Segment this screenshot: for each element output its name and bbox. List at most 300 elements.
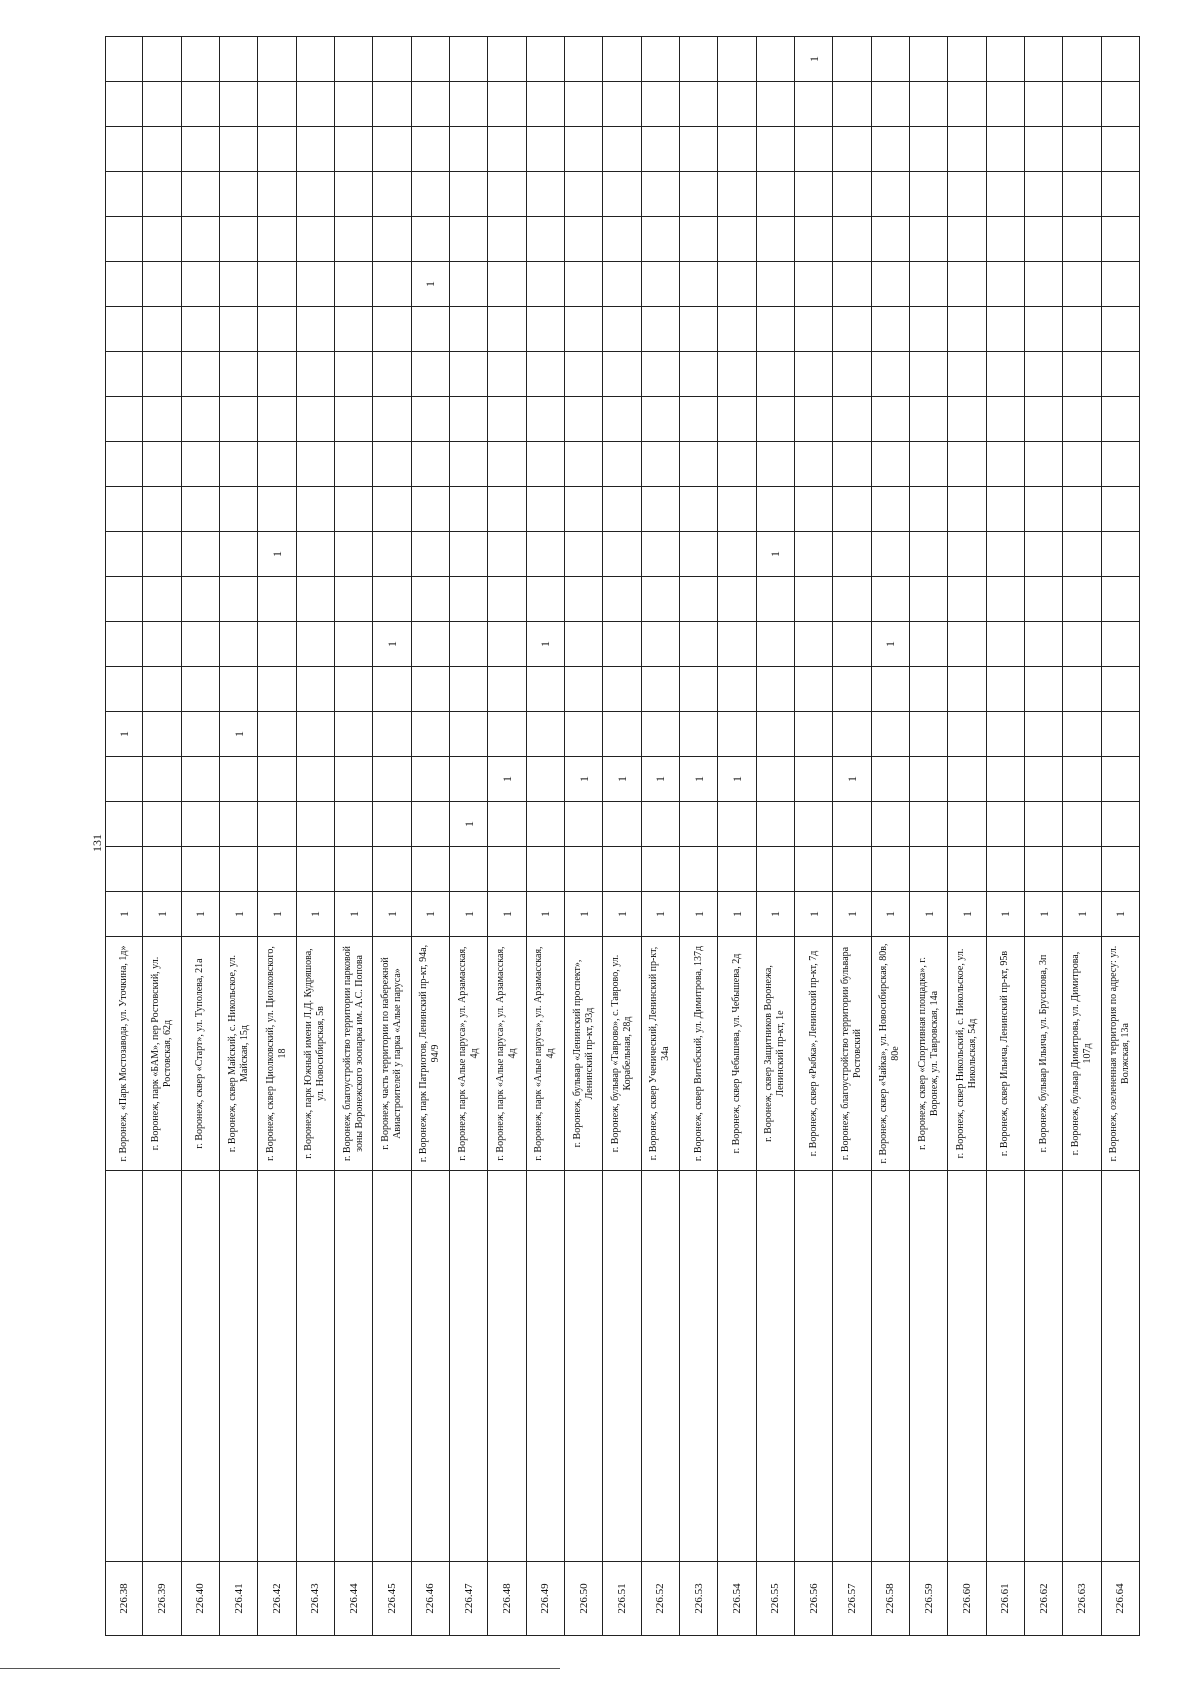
mark-cell	[603, 171, 640, 216]
mark-cell	[335, 81, 372, 126]
table-row	[258, 36, 296, 1636]
mark-cell	[488, 486, 525, 531]
mark-cell	[450, 846, 487, 891]
mark-cell	[143, 891, 180, 936]
mark-cell	[220, 126, 257, 171]
mark-cell	[680, 846, 717, 891]
mark-cell	[718, 306, 755, 351]
row-number: 226.60	[948, 1561, 985, 1636]
mark-cell	[182, 756, 219, 801]
mark-cell	[948, 81, 985, 126]
mark-cell	[833, 711, 870, 756]
mark-cell	[182, 126, 219, 171]
mark-cell	[872, 621, 909, 666]
mark-cell	[182, 621, 219, 666]
mark-cell	[335, 621, 372, 666]
mark-cell	[948, 576, 985, 621]
mark-cell	[1102, 666, 1139, 711]
mark-cell	[258, 846, 295, 891]
mark-cell	[297, 396, 334, 441]
mark-cell	[412, 441, 449, 486]
mark-cell	[642, 846, 679, 891]
mark-cell	[987, 576, 1024, 621]
mark-cell	[833, 486, 870, 531]
mark-cell	[565, 261, 602, 306]
mark-cell	[910, 171, 947, 216]
mark-cell	[258, 216, 295, 261]
mark-cell	[106, 36, 142, 81]
mark-cell	[373, 666, 410, 711]
row-number: 226.51	[603, 1561, 640, 1636]
mark-value: 1	[499, 911, 514, 917]
mark-cell	[527, 81, 564, 126]
mark-cell	[143, 711, 180, 756]
mark-cell	[527, 846, 564, 891]
mark-cell	[182, 36, 219, 81]
mark-cell	[527, 666, 564, 711]
mark-cell	[718, 846, 755, 891]
mark-cell	[642, 306, 679, 351]
mark-cell	[987, 846, 1024, 891]
mark-cell	[1102, 306, 1139, 351]
mark-cell	[833, 846, 870, 891]
mark-cell	[450, 171, 487, 216]
mark-cell	[565, 351, 602, 396]
mark-cell	[1102, 711, 1139, 756]
mark-cell	[220, 621, 257, 666]
mark-value: 1	[499, 776, 514, 782]
mark-cell	[143, 531, 180, 576]
object-address: г. Воронеж, «Парк Мостозавода, ул. Уточкина, 1д»	[106, 936, 142, 1171]
mark-cell	[987, 756, 1024, 801]
mark-cell	[795, 891, 832, 936]
mark-cell	[527, 756, 564, 801]
mark-cell	[106, 396, 142, 441]
mark-cell	[450, 711, 487, 756]
mark-cell	[1063, 36, 1100, 81]
mark-cell	[1063, 576, 1100, 621]
mark-cell	[872, 261, 909, 306]
mark-cell	[718, 711, 755, 756]
mark-cell	[603, 36, 640, 81]
mark-cell	[1102, 396, 1139, 441]
mark-cell	[335, 171, 372, 216]
mark-cell	[1063, 441, 1100, 486]
mark-cell	[833, 891, 870, 936]
mark-cell	[948, 36, 985, 81]
object-address: г. Воронеж, бульвар «Таврово», с. Таврово, ул. Корабельная, 28д	[603, 936, 640, 1171]
row-number: 226.58	[872, 1561, 909, 1636]
mark-cell	[987, 351, 1024, 396]
mark-cell	[412, 216, 449, 261]
mark-cell	[182, 81, 219, 126]
mark-cell	[258, 36, 295, 81]
mark-cell	[757, 801, 794, 846]
mark-cell	[450, 216, 487, 261]
mark-cell	[488, 81, 525, 126]
mark-cell	[373, 576, 410, 621]
mark-cell	[680, 531, 717, 576]
mark-cell	[987, 666, 1024, 711]
mark-cell	[987, 171, 1024, 216]
mark-cell	[680, 711, 717, 756]
mark-cell	[297, 846, 334, 891]
mark-cell	[565, 441, 602, 486]
mark-cell	[373, 126, 410, 171]
mark-cell	[1063, 801, 1100, 846]
mark-cell	[987, 621, 1024, 666]
mark-cell	[220, 171, 257, 216]
object-address: г. Воронеж, парк Южный имени Л.Д. Кудряшова, ул. Новосибирская, 5в	[297, 936, 334, 1171]
mark-cell	[373, 441, 410, 486]
mark-cell	[258, 441, 295, 486]
mark-cell	[1025, 576, 1062, 621]
mark-value: 1	[883, 911, 898, 917]
mark-cell	[987, 306, 1024, 351]
mark-cell	[412, 396, 449, 441]
mark-cell	[106, 576, 142, 621]
mark-cell	[450, 891, 487, 936]
table-row	[948, 36, 986, 1636]
mark-cell	[143, 576, 180, 621]
mark-cell	[412, 486, 449, 531]
mark-cell	[680, 756, 717, 801]
mark-cell	[527, 36, 564, 81]
object-address: г. Воронеж, сквер «Рыбка», Ленинский пр-кт, 7д	[795, 936, 832, 1171]
object-address: г. Воронеж, бульвар Ильича, ул. Брусилова, 3п	[1025, 936, 1062, 1171]
mark-cell	[948, 441, 985, 486]
mark-cell	[910, 711, 947, 756]
mark-cell	[910, 621, 947, 666]
mark-cell	[680, 666, 717, 711]
mark-value: 1	[883, 641, 898, 647]
mark-cell	[1025, 486, 1062, 531]
mark-cell	[833, 216, 870, 261]
mark-cell	[412, 531, 449, 576]
mark-cell	[910, 36, 947, 81]
mark-cell	[527, 441, 564, 486]
mark-value: 1	[269, 911, 284, 917]
mark-value: 1	[1036, 911, 1051, 917]
mark-cell	[642, 126, 679, 171]
mark-cell	[297, 756, 334, 801]
mark-cell	[642, 396, 679, 441]
mark-value: 1	[538, 911, 553, 917]
mark-cell	[220, 351, 257, 396]
mark-cell	[1063, 711, 1100, 756]
mark-cell	[106, 81, 142, 126]
mark-cell	[680, 441, 717, 486]
mark-cell	[565, 531, 602, 576]
mark-cell	[488, 891, 525, 936]
mark-cell	[987, 261, 1024, 306]
mark-cell	[565, 81, 602, 126]
mark-cell	[412, 666, 449, 711]
mark-cell	[1025, 441, 1062, 486]
mark-cell	[143, 621, 180, 666]
mark-cell	[565, 711, 602, 756]
mark-value: 1	[1113, 911, 1128, 917]
mark-cell	[1102, 756, 1139, 801]
mark-cell	[642, 801, 679, 846]
table-row	[757, 36, 795, 1636]
mark-cell	[872, 486, 909, 531]
mark-cell	[987, 81, 1024, 126]
mark-cell	[872, 756, 909, 801]
mark-cell	[603, 261, 640, 306]
mark-cell	[527, 351, 564, 396]
mark-cell	[680, 801, 717, 846]
mark-cell	[910, 126, 947, 171]
mark-cell	[335, 261, 372, 306]
table-row	[335, 36, 373, 1636]
mark-cell	[680, 891, 717, 936]
mark-cell	[143, 846, 180, 891]
table-row	[872, 36, 910, 1636]
mark-cell	[718, 621, 755, 666]
mark-cell	[987, 396, 1024, 441]
table-row	[795, 36, 833, 1636]
mark-cell	[872, 351, 909, 396]
table-row	[603, 36, 641, 1636]
mark-cell	[143, 261, 180, 306]
mark-cell	[757, 666, 794, 711]
row-number: 226.55	[757, 1561, 794, 1636]
mark-value: 1	[806, 56, 821, 62]
mark-cell	[450, 261, 487, 306]
mark-cell	[642, 621, 679, 666]
mark-cell	[948, 216, 985, 261]
mark-value: 1	[231, 731, 246, 737]
mark-cell	[220, 486, 257, 531]
mark-cell	[182, 396, 219, 441]
mark-cell	[297, 531, 334, 576]
mark-cell	[987, 126, 1024, 171]
mark-cell	[488, 846, 525, 891]
mark-cell	[642, 756, 679, 801]
mark-cell	[642, 666, 679, 711]
mark-cell	[106, 891, 142, 936]
object-address: г. Воронеж, часть территории по набережной Авиастроителей у парка «Алые паруса»	[373, 936, 410, 1171]
mark-cell	[258, 81, 295, 126]
mark-cell	[833, 441, 870, 486]
mark-cell	[450, 441, 487, 486]
mark-cell	[718, 666, 755, 711]
mark-cell	[220, 81, 257, 126]
mark-cell	[488, 306, 525, 351]
mark-cell	[910, 261, 947, 306]
mark-cell	[833, 306, 870, 351]
table-row	[412, 36, 450, 1636]
row-number: 226.46	[412, 1561, 449, 1636]
mark-cell	[450, 486, 487, 531]
mark-cell	[718, 171, 755, 216]
mark-cell	[335, 36, 372, 81]
mark-cell	[680, 396, 717, 441]
mark-cell	[412, 846, 449, 891]
mark-cell	[488, 531, 525, 576]
mark-cell	[297, 126, 334, 171]
mark-cell	[297, 441, 334, 486]
row-number: 226.62	[1025, 1561, 1062, 1636]
mark-cell	[757, 531, 794, 576]
table-row	[488, 36, 526, 1636]
mark-cell	[833, 756, 870, 801]
mark-cell	[565, 846, 602, 891]
row-number: 226.43	[297, 1561, 334, 1636]
row-number: 226.59	[910, 1561, 947, 1636]
mark-cell	[795, 441, 832, 486]
mark-cell	[297, 621, 334, 666]
mark-cell	[910, 486, 947, 531]
mark-value: 1	[423, 281, 438, 287]
rotated-table	[105, 36, 1140, 1636]
mark-cell	[488, 756, 525, 801]
mark-cell	[642, 216, 679, 261]
table-row	[373, 36, 411, 1636]
mark-cell	[795, 846, 832, 891]
mark-cell	[642, 576, 679, 621]
mark-cell	[833, 531, 870, 576]
mark-cell	[220, 306, 257, 351]
mark-cell	[220, 801, 257, 846]
mark-cell	[182, 216, 219, 261]
mark-value: 1	[653, 776, 668, 782]
mark-cell	[1063, 126, 1100, 171]
mark-cell	[450, 351, 487, 396]
mark-cell	[1063, 396, 1100, 441]
mark-value: 1	[729, 911, 744, 917]
object-address: г. Воронеж, сквер Ученический, Ленинский пр-кт, 34а	[642, 936, 679, 1171]
mark-cell	[220, 576, 257, 621]
mark-cell	[450, 801, 487, 846]
mark-cell	[1102, 171, 1139, 216]
mark-cell	[948, 306, 985, 351]
mark-cell	[833, 261, 870, 306]
row-number: 226.40	[182, 1561, 219, 1636]
mark-cell	[143, 81, 180, 126]
mark-cell	[948, 711, 985, 756]
mark-cell	[565, 306, 602, 351]
mark-cell	[412, 351, 449, 396]
table-row	[565, 36, 603, 1636]
mark-cell	[872, 171, 909, 216]
mark-cell	[757, 576, 794, 621]
mark-cell	[106, 261, 142, 306]
mark-cell	[297, 261, 334, 306]
mark-cell	[718, 81, 755, 126]
mark-cell	[220, 531, 257, 576]
mark-cell	[948, 261, 985, 306]
mark-cell	[106, 756, 142, 801]
mark-cell	[106, 441, 142, 486]
mark-cell	[450, 756, 487, 801]
mark-value: 1	[576, 776, 591, 782]
mark-cell	[948, 486, 985, 531]
mark-cell	[565, 486, 602, 531]
mark-cell	[757, 81, 794, 126]
mark-cell	[603, 846, 640, 891]
mark-cell	[106, 126, 142, 171]
mark-cell	[412, 171, 449, 216]
row-number: 226.61	[987, 1561, 1024, 1636]
mark-cell	[527, 801, 564, 846]
mark-cell	[795, 216, 832, 261]
mark-cell	[488, 396, 525, 441]
mark-cell	[220, 891, 257, 936]
mark-cell	[143, 756, 180, 801]
mark-cell	[373, 801, 410, 846]
mark-cell	[258, 711, 295, 756]
mark-cell	[182, 261, 219, 306]
row-number: 226.42	[258, 1561, 295, 1636]
mark-cell	[335, 351, 372, 396]
mark-cell	[450, 576, 487, 621]
mark-cell	[335, 126, 372, 171]
mark-cell	[603, 441, 640, 486]
mark-value: 1	[998, 911, 1013, 917]
mark-cell	[297, 306, 334, 351]
mark-cell	[527, 306, 564, 351]
mark-cell	[603, 486, 640, 531]
mark-cell	[412, 576, 449, 621]
row-number: 226.49	[527, 1561, 564, 1636]
object-address: г. Воронеж, сквер Витебский, ул. Димитрова, 137д	[680, 936, 717, 1171]
mark-cell	[412, 306, 449, 351]
mark-cell	[335, 846, 372, 891]
mark-cell	[987, 531, 1024, 576]
mark-cell	[872, 441, 909, 486]
mark-cell	[1025, 396, 1062, 441]
table-row	[642, 36, 680, 1636]
mark-cell	[603, 756, 640, 801]
mark-cell	[987, 441, 1024, 486]
mark-cell	[718, 261, 755, 306]
object-address: г. Воронеж, озелененная территория по адресу: ул. Волжская, 13а	[1102, 936, 1139, 1171]
table-row	[297, 36, 335, 1636]
mark-cell	[527, 531, 564, 576]
mark-cell	[220, 441, 257, 486]
mark-cell	[910, 216, 947, 261]
mark-cell	[527, 486, 564, 531]
mark-value: 1	[768, 911, 783, 917]
object-address: г. Воронеж, сквер Чебышева, ул. Чебышева, 2д	[718, 936, 755, 1171]
mark-cell	[1025, 666, 1062, 711]
mark-cell	[412, 126, 449, 171]
mark-cell	[335, 531, 372, 576]
mark-cell	[412, 261, 449, 306]
mark-cell	[718, 351, 755, 396]
mark-cell	[872, 396, 909, 441]
mark-cell	[680, 81, 717, 126]
mark-cell	[795, 576, 832, 621]
object-address: г. Воронеж, парк «Алые паруса», ул. Арзамасская, 4д	[527, 936, 564, 1171]
mark-cell	[603, 81, 640, 126]
mark-cell	[603, 666, 640, 711]
mark-cell	[1102, 36, 1139, 81]
mark-cell	[1102, 531, 1139, 576]
mark-cell	[872, 36, 909, 81]
table-row	[527, 36, 565, 1636]
mark-cell	[718, 36, 755, 81]
row-number: 226.39	[143, 1561, 180, 1636]
mark-cell	[1102, 216, 1139, 261]
mark-cell	[757, 846, 794, 891]
mark-cell	[412, 891, 449, 936]
mark-cell	[603, 126, 640, 171]
mark-value: 1	[117, 731, 132, 737]
mark-cell	[757, 216, 794, 261]
